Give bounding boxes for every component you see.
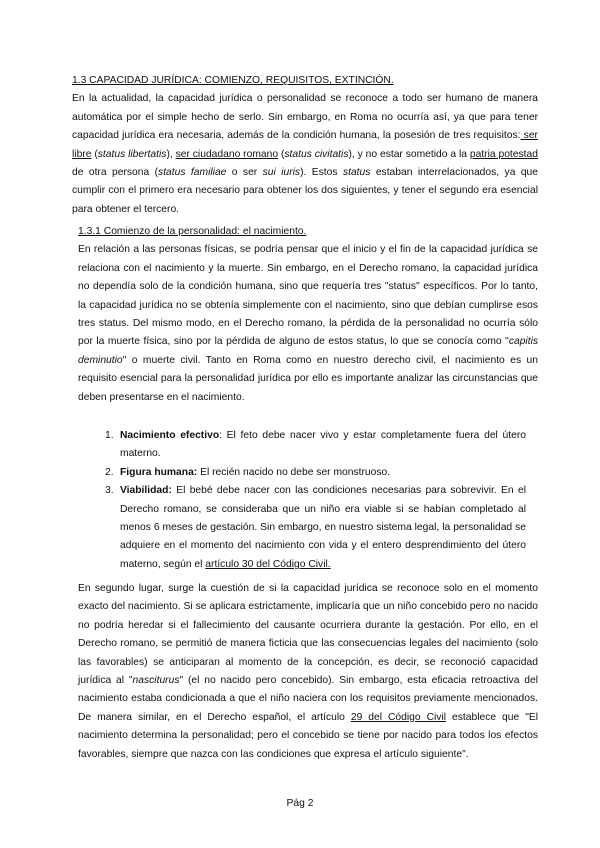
page-number: Pág 2 xyxy=(286,798,314,809)
subsection-1-3-1 xyxy=(78,223,538,407)
subsection-paragraph-2: En segundo lugar, surge la cuestión de si la capacidad jurídica se reconoce solo en el momento exacto del nacimiento. Si se aplicara estrictamente, implicaría que un niño concebido pero no nacido no podría heredar si el fallecimiento del causante ocurriera durante la gestación. Por ello, en el Derecho romano, se permitió de manera ficticia que las consecuencias legales del nacimiento (solo las favorables) se anticiparan al momento de la concepción, es decir, se reconoció capacidad jurídica al "nasciturus" (el no nacido pero concebido). Sin embargo, esta eficacia retroactiva del nacimiento estaba condicionada a que el niño naciera con los requisitos previamente mencionados. De manera similar, en el Derecho español, el artículo 29 del Código Civil establece que "El nacimiento determina la personalidad; pero el concebido se tiene por nacido para todos los efectos favorables, siempre que nazca con las condiciones que expresa el artículo siguiente". xyxy=(78,583,539,760)
list-item: 1. Nacimiento efectivo: El feto debe nacer vivo y estar completamente fuera del útero materno. xyxy=(105,430,526,460)
subsection-paragraph-1: En relación a las personas físicas, se podría pensar que el inicio y el fin de la capacidad jurídica se relaciona con el nacimiento y la muerte. Sin embargo, en el Derecho romano, la capacidad jurídica no dependía solo de la condición humana, sino que requería tres "status" específicos. Por lo tanto, la capacidad jurídica no se obtenía simplemente con el nacimiento, sino que debían cumplirse esos tres status. Del mismo modo, en el Derecho romano, la pérdida de la personalidad no ocurría sólo por la muerte física, sino por la pérdida de alguno de estos status, lo que se conocía como "capitis deminutio" o muerte civil. Tanto en Roma como en nuestro derecho civil, el nacimiento es un requisito esencial para la personalidad jurídica por ello es importante analizar las circunstancias que deben presentarse en el nacimiento. xyxy=(78,244,538,403)
list-item: 2. Figura humana: El recién nacido no debe ser monstruoso. xyxy=(105,466,391,478)
list-item: 3. Viabilidad: El bebé debe nacer con las condiciones necesarias para sobrevivir. En el Derecho romano, se consideraba que un niño era viable si se habían completado al menos 6 meses de gestación. Sin embargo, en nuestro sistema legal, la personalidad se adquiere en el momento del nacimiento con vida y el entero desprendimiento del útero materno, según el artículo 30 del Código Civil. xyxy=(105,485,526,570)
requirements-list xyxy=(72,427,526,574)
subsection-heading: 1.3.1 Comienzo de la personalidad: el nacimiento. xyxy=(78,226,307,237)
section-1-3 xyxy=(72,72,538,219)
section-heading: 1.3 CAPACIDAD JURÍDICA: COMIENZO, REQUISITOS, EXTINCIÓN. xyxy=(72,75,394,86)
section-paragraph: En la actualidad, la capacidad jurídica o personalidad se reconoce a todo ser humano de manera automática por el simple hecho de serlo. Sin embargo, en Roma no ocurría así, ya que para tener capacidad jurídica era necesaria, además de la condición humana, la posesión de tres requisitos: ser libre (status libertatis), ser ciudadano romano (status civitatis), y no estar sometido a la patria potestad de otra persona (status familiae o ser sui iuris). Estos status estaban interrelacionados, ya que cumplir con el primero era necesario para obtener los dos siguientes, y tener el segundo era esencial para obtener el tercero. xyxy=(72,93,538,215)
codigo-civil-art29-link[interactable]: 29 del Código Civil xyxy=(350,711,447,723)
codigo-civil-art30-link[interactable]: artículo 30 del Código Civil. xyxy=(205,558,331,570)
